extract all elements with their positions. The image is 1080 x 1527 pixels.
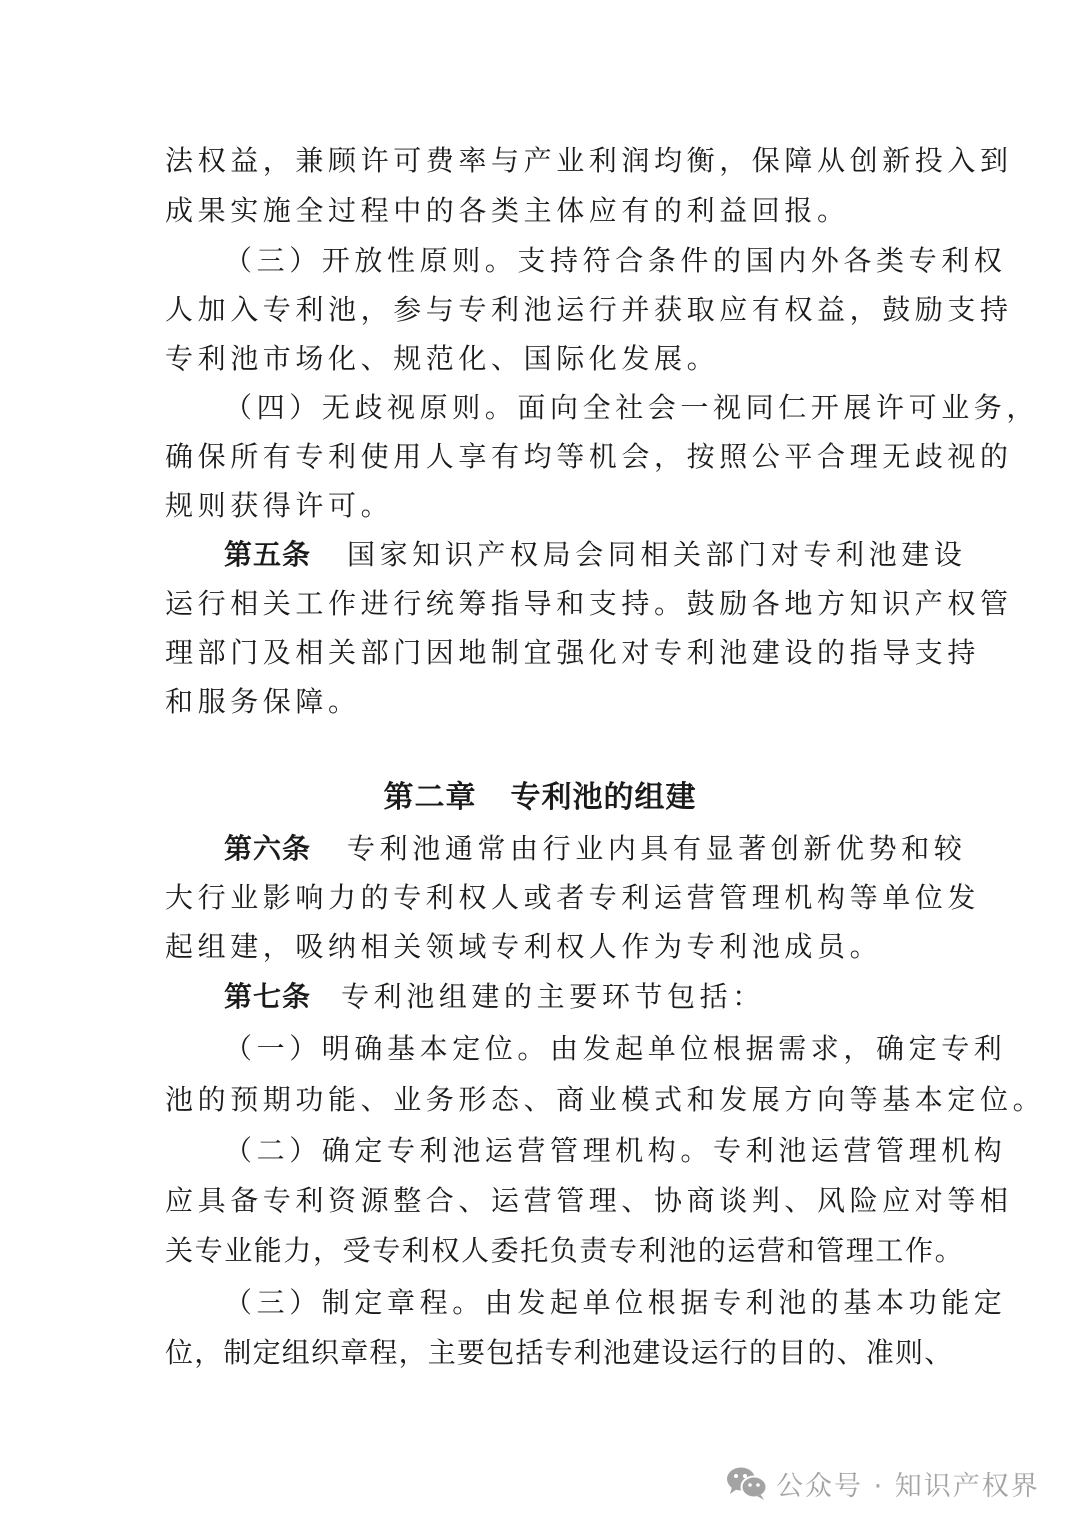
paragraph-line: （四）无歧视原则。面向全社会一视同仁开展许可业务， <box>224 391 1040 424</box>
paragraph-line: 关专业能力，受专利权人委托负责专利池的运营和管理工作。 <box>165 1234 965 1267</box>
paragraph-line: 人加入专利池，参与专利池运行并获取应有权益，鼓励支持 <box>165 293 1013 326</box>
article-label: 第七条 <box>224 980 312 1013</box>
chapter-number: 第二章 <box>383 780 477 815</box>
article-text: 专利池组建的主要环节包括： <box>341 980 765 1013</box>
paragraph-line: （三）开放性原则。支持符合条件的国内外各类专利权 <box>224 244 1007 277</box>
paragraph-line: 专利池市场化、规范化、国际化发展。 <box>165 342 720 375</box>
paragraph-line: 应具备专利资源整合、运营管理、协商谈判、风险应对等相 <box>165 1184 1013 1217</box>
article-text: 国家知识产权局会同相关部门对专利池建设 <box>347 538 967 571</box>
paragraph-line: 成果实施全过程中的各类主体应有的利益回报。 <box>165 194 850 227</box>
article-7-line <box>224 977 915 1017</box>
paragraph-line: （三）制定章程。由发起单位根据专利池的基本功能定 <box>224 1286 1007 1319</box>
article-label: 第六条 <box>224 832 312 865</box>
paragraph-line: 和服务保障。 <box>165 685 361 718</box>
paragraph-line: 运行相关工作进行统筹指导和支持。鼓励各地方知识产权管 <box>165 587 1013 620</box>
paragraph-line: 起组建，吸纳相关领域专利权人作为专利池成员。 <box>165 930 883 963</box>
wechat-icon <box>726 1466 768 1500</box>
paragraph-line: 确保所有专利使用人享有均等机会，按照公平合理无歧视的 <box>165 440 1013 473</box>
article-6-line <box>224 829 967 869</box>
chapter-title: 专利池的组建 <box>510 780 697 815</box>
chapter-heading <box>0 776 1080 820</box>
article-5-line <box>224 535 967 575</box>
wechat-watermark <box>726 1463 1040 1503</box>
watermark-label: 公众号 · 知识产权界 <box>776 1470 1040 1502</box>
paragraph-line: 法权益，兼顾许可费率与产业利润均衡，保障从创新投入到 <box>165 144 1013 177</box>
article-label: 第五条 <box>224 538 312 571</box>
article-text: 专利池通常由行业内具有显著创新优势和较 <box>347 832 967 865</box>
paragraph-line: （二）确定专利池运营管理机构。专利池运营管理机构 <box>224 1134 1007 1167</box>
paragraph-line: （一）明确基本定位。由发起单位根据需求，确定专利 <box>224 1032 1007 1065</box>
paragraph-line: 规则获得许可。 <box>165 489 394 522</box>
paragraph-line: 大行业影响力的专利权人或者专利运营管理机构等单位发 <box>165 881 981 914</box>
paragraph-line: 位，制定组织章程，主要包括专利池建设运行的目的、准则、 <box>165 1336 954 1369</box>
paragraph-line: 理部门及相关部门因地制宜强化对专利池建设的指导支持 <box>165 636 981 669</box>
paragraph-line: 池的预期功能、业务形态、商业模式和发展方向等基本定位。 <box>165 1083 1046 1116</box>
